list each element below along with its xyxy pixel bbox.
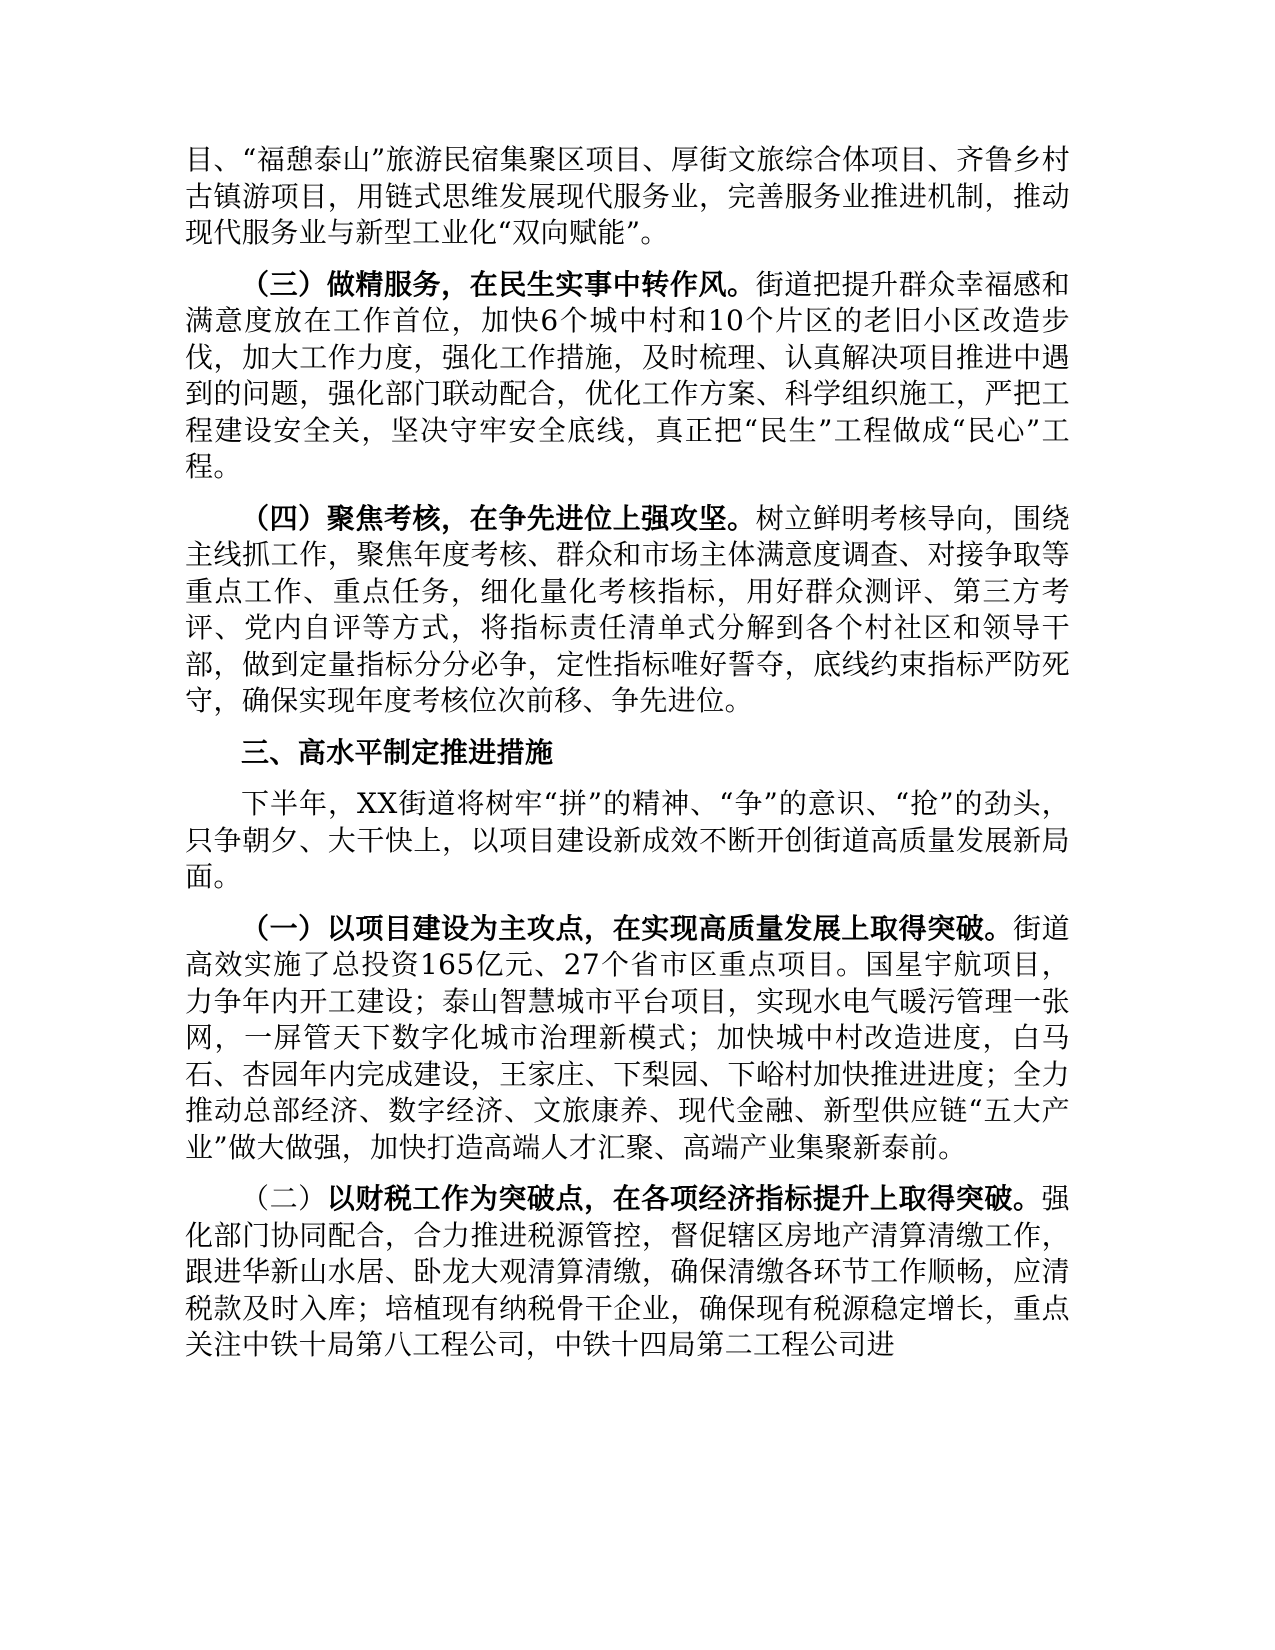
paragraph-livelihood bbox=[185, 267, 1070, 486]
paragraph-lead: （三）做精服务，在民生实事中转作风。 bbox=[241, 267, 756, 301]
paragraph-text: 树立鲜明考核导向，围绕主线抓工作，聚焦年度考核、群众和市场主体满意度调查、对接争取等重点工作、重点任务，细化量化考核指标，用好群众测评、第三方考评、党内自评等方式，将指标责任清单式分解到各个村社区和领导干部，做到定量指标分分必争，定性指标唯好誓夺，底线约束指标严防死守，确保实现年度考核位次前移、争先进位。 bbox=[185, 501, 1070, 717]
paragraph-lead: 以财税工作为突破点，在各项经济指标提升上取得突破。 bbox=[326, 1182, 1042, 1215]
paragraph-lead: （一）以项目建设为主攻点，在实现高质量发展上取得突破。 bbox=[241, 911, 1013, 945]
paragraph-lead-number: （二） bbox=[241, 1182, 327, 1215]
paragraph-text: 街道把提升群众幸福感和满意度放在工作首位，加快6个城中村和10个片区的老旧小区改造步伐，加大工作力度，强化工作措施，及时梳理、认真解决项目推进中遇到的问题，强化部门联动配合，优化工作方案、科学组织施工，严把工程建设安全关，坚决守牢安全底线，真正把“民生”工程做成“民心”工程。 bbox=[185, 267, 1070, 483]
paragraph-services bbox=[185, 142, 1070, 252]
paragraph-text: 强化部门协同配合，合力推进税源管控，督促辖区房地产清算清缴工作，跟进华新山水居、卧龙大观清算清缴，确保清缴各环节工作顺畅，应清税款及时入库；培植现有纳税骨干企业，确保现有税源稳定增长，重点关注中铁十局第八工程公司，中铁十四局第二工程公司进 bbox=[185, 1182, 1070, 1361]
paragraph-second-half bbox=[185, 786, 1070, 896]
document-body bbox=[185, 142, 1070, 1379]
paragraph-text: 目、“福憩泰山”旅游民宿集聚区项目、厚街文旅综合体项目、齐鲁乡村古镇游项目，用链式思维发展现代服务业，完善服务业推进机制，推动现代服务业与新型工业化“双向赋能”。 bbox=[185, 143, 1070, 249]
paragraph-projects bbox=[185, 911, 1070, 1167]
paragraph-text: 街道高效实施了总投资165亿元、27个省市区重点项目。国星宇航项目，力争年内开工建设；泰山智慧城市平台项目，实现水电气暖污管理一张网，一屏管天下数字化城市治理新模式；加快城中村改造进度，白马石、杏园年内完成建设，王家庄、下梨园、下峪村加快推进进度；全力推动总部经济、数字经济、文旅康养、现代金融、新型供应链“五大产业”做大做强，加快打造高端人才汇聚、高端产业集聚新泰前。 bbox=[185, 911, 1070, 1164]
paragraph-fiscal bbox=[185, 1181, 1070, 1364]
section-heading: 三、高水平制定推进措施 bbox=[241, 735, 554, 769]
paragraph-lead: （四）聚焦考核，在争先进位上强攻坚。 bbox=[241, 501, 756, 535]
paragraph-assessment bbox=[185, 501, 1070, 720]
paragraph-text: 下半年，XX街道将树牢“拼”的精神、“争”的意识、“抢”的劲头，只争朝夕、大干快上，以项目建设新成效不断开创街道高质量发展新局面。 bbox=[185, 787, 1070, 893]
